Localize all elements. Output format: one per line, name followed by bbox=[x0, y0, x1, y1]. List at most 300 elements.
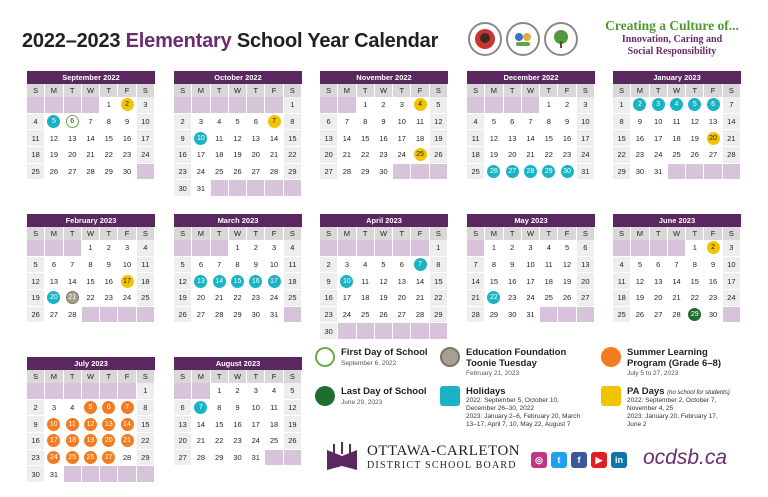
day-cell: 16 bbox=[27, 433, 45, 450]
day-grid bbox=[320, 240, 448, 340]
day-cell: 11 bbox=[265, 400, 283, 417]
day-cell: 18 bbox=[357, 290, 375, 307]
empty-cell bbox=[82, 307, 100, 324]
day-cell bbox=[118, 400, 136, 417]
day-cell: 1 bbox=[357, 97, 375, 114]
day-cell: 28 bbox=[411, 307, 429, 324]
legend-last-day-title: Last Day of School bbox=[341, 386, 427, 397]
weekday-header bbox=[467, 84, 595, 97]
day-cell: 6 bbox=[577, 240, 595, 257]
pa-line: 2023: January 20, February 17, bbox=[627, 413, 718, 420]
empty-cell bbox=[467, 240, 485, 257]
weekday-label: F bbox=[411, 227, 429, 240]
empty-cell bbox=[338, 240, 356, 257]
weekday-label: T bbox=[247, 370, 265, 383]
day-cell: 19 bbox=[558, 273, 576, 290]
day-cell: 22 bbox=[82, 290, 100, 307]
month-header: April 2023 bbox=[320, 214, 448, 227]
day-cell: 12 bbox=[229, 130, 247, 147]
day-cell: 8 bbox=[430, 257, 448, 274]
day-cell: 15 bbox=[613, 130, 631, 147]
weekday-label: S bbox=[137, 227, 155, 240]
day-cell: 17 bbox=[577, 130, 595, 147]
tagline-line1: Creating a Culture of... bbox=[605, 18, 739, 33]
social-links bbox=[531, 452, 627, 468]
tagline-line2: Innovation, Caring and bbox=[621, 34, 723, 45]
day-cell: 9 bbox=[247, 257, 265, 274]
weekday-label: W bbox=[522, 227, 540, 240]
day-cell: 26 bbox=[284, 433, 302, 450]
weekday-label: F bbox=[411, 84, 429, 97]
page-title bbox=[22, 30, 438, 53]
day-cell: 27 bbox=[393, 307, 411, 324]
day-marker: 3 bbox=[652, 98, 665, 111]
day-marker: 4 bbox=[670, 98, 683, 111]
day-cell bbox=[45, 450, 63, 467]
day-grid bbox=[174, 240, 302, 323]
day-cell bbox=[64, 290, 82, 307]
empty-cell bbox=[430, 323, 448, 340]
empty-cell bbox=[45, 383, 63, 400]
day-cell: 31 bbox=[45, 466, 63, 483]
month-calendar bbox=[27, 357, 155, 483]
day-cell: 2 bbox=[27, 400, 45, 417]
empty-cell bbox=[229, 180, 247, 197]
day-cell: 19 bbox=[229, 147, 247, 164]
month-header: January 2023 bbox=[613, 71, 741, 84]
day-cell: 26 bbox=[174, 307, 192, 324]
day-cell: 12 bbox=[284, 400, 302, 417]
day-cell: 28 bbox=[118, 450, 136, 467]
day-cell: 23 bbox=[704, 290, 722, 307]
empty-cell bbox=[686, 164, 704, 181]
month-calendar bbox=[174, 71, 302, 197]
day-cell: 31 bbox=[650, 164, 668, 181]
day-cell: 2 bbox=[229, 383, 247, 400]
empty-cell bbox=[723, 307, 741, 324]
holidays-line: 2023: January 2–6, February 20, March bbox=[466, 413, 581, 420]
day-marker: 26 bbox=[487, 165, 500, 178]
day-cell: 4 bbox=[265, 383, 283, 400]
day-cell: 9 bbox=[704, 257, 722, 274]
empty-cell bbox=[467, 97, 485, 114]
day-marker: 4 bbox=[414, 98, 427, 111]
empty-cell bbox=[357, 240, 375, 257]
weekday-label: T bbox=[211, 370, 229, 383]
day-marker: 14 bbox=[121, 418, 134, 431]
day-cell: 7 bbox=[338, 114, 356, 131]
book-icon bbox=[325, 442, 359, 472]
day-cell: 1 bbox=[540, 97, 558, 114]
day-cell bbox=[265, 273, 283, 290]
day-cell: 15 bbox=[485, 273, 503, 290]
empty-cell bbox=[27, 240, 45, 257]
day-marker: 7 bbox=[268, 115, 281, 128]
day-cell: 2 bbox=[320, 257, 338, 274]
weekday-label: W bbox=[668, 227, 686, 240]
legend-last-day-date: June 29, 2023 bbox=[341, 399, 383, 406]
day-cell: 22 bbox=[686, 290, 704, 307]
weekday-label: W bbox=[668, 84, 686, 97]
day-cell: 8 bbox=[229, 257, 247, 274]
legend-edu bbox=[440, 347, 590, 387]
empty-cell bbox=[64, 240, 82, 257]
weekday-label: T bbox=[357, 84, 375, 97]
day-cell: 28 bbox=[82, 164, 100, 181]
day-grid bbox=[27, 383, 155, 483]
day-marker: 27 bbox=[102, 451, 115, 464]
day-cell: 25 bbox=[613, 307, 631, 324]
day-marker: 29 bbox=[542, 165, 555, 178]
day-cell: 19 bbox=[284, 416, 302, 433]
weekday-label: T bbox=[64, 227, 82, 240]
facebook-icon[interactable]: f bbox=[571, 452, 587, 468]
day-cell: 7 bbox=[522, 114, 540, 131]
day-cell: 31 bbox=[192, 180, 210, 197]
weekday-label: S bbox=[430, 227, 448, 240]
day-cell: 14 bbox=[467, 273, 485, 290]
day-cell: 16 bbox=[229, 416, 247, 433]
day-cell: 23 bbox=[558, 147, 576, 164]
day-cell: 12 bbox=[430, 114, 448, 131]
weekday-label: F bbox=[558, 84, 576, 97]
weekday-label: S bbox=[137, 370, 155, 383]
day-cell bbox=[504, 164, 522, 181]
empty-cell bbox=[284, 307, 302, 324]
day-cell: 31 bbox=[265, 307, 283, 324]
weekday-label: S bbox=[174, 370, 192, 383]
day-cell: 25 bbox=[137, 290, 155, 307]
weekday-label: T bbox=[650, 227, 668, 240]
day-cell bbox=[118, 416, 136, 433]
board-name-line1: OTTAWA-CARLETON bbox=[367, 443, 521, 459]
holidays-line: 13–17, April 7, 10, May 22, August 7 bbox=[466, 421, 571, 428]
day-cell: 3 bbox=[577, 97, 595, 114]
weekday-label: M bbox=[192, 227, 210, 240]
day-cell: 21 bbox=[723, 130, 741, 147]
empty-cell bbox=[64, 97, 82, 114]
day-cell: 12 bbox=[558, 257, 576, 274]
day-cell: 14 bbox=[192, 416, 210, 433]
legend-first-day-date: September 6, 2022 bbox=[341, 360, 397, 367]
day-cell: 26 bbox=[558, 290, 576, 307]
day-cell: 1 bbox=[82, 240, 100, 257]
day-cell: 21 bbox=[82, 147, 100, 164]
day-cell: 10 bbox=[522, 257, 540, 274]
day-cell: 9 bbox=[504, 257, 522, 274]
youtube-icon[interactable]: ▶ bbox=[591, 452, 607, 468]
empty-cell bbox=[174, 383, 192, 400]
day-cell: 18 bbox=[265, 416, 283, 433]
month-calendar bbox=[613, 71, 741, 180]
day-cell: 15 bbox=[430, 273, 448, 290]
day-marker: 15 bbox=[231, 275, 244, 288]
day-cell: 25 bbox=[265, 433, 283, 450]
weekday-label: M bbox=[631, 227, 649, 240]
day-cell: 28 bbox=[467, 307, 485, 324]
day-cell: 6 bbox=[393, 257, 411, 274]
weekday-label: S bbox=[27, 84, 45, 97]
day-cell: 28 bbox=[338, 164, 356, 181]
empty-cell bbox=[613, 240, 631, 257]
weekday-label: S bbox=[137, 84, 155, 97]
day-cell: 11 bbox=[211, 130, 229, 147]
empty-cell bbox=[411, 323, 429, 340]
weekday-label: S bbox=[320, 227, 338, 240]
weekday-label: M bbox=[192, 84, 210, 97]
day-cell bbox=[82, 416, 100, 433]
weekday-label: F bbox=[558, 227, 576, 240]
day-cell: 14 bbox=[82, 130, 100, 147]
day-cell: 20 bbox=[393, 290, 411, 307]
empty-cell bbox=[265, 97, 283, 114]
day-cell: 26 bbox=[45, 164, 63, 181]
empty-cell bbox=[284, 450, 302, 467]
weekday-label: S bbox=[613, 84, 631, 97]
day-cell: 25 bbox=[211, 164, 229, 181]
weekday-label: M bbox=[192, 370, 210, 383]
day-cell: 23 bbox=[27, 450, 45, 467]
day-cell: 3 bbox=[522, 240, 540, 257]
day-cell bbox=[45, 290, 63, 307]
empty-cell bbox=[668, 240, 686, 257]
weekday-label: T bbox=[686, 84, 704, 97]
day-cell: 21 bbox=[411, 290, 429, 307]
weekday-label: W bbox=[82, 227, 100, 240]
day-cell: 10 bbox=[650, 114, 668, 131]
day-marker: 5 bbox=[84, 401, 97, 414]
weekday-label: S bbox=[174, 227, 192, 240]
day-cell: 11 bbox=[137, 257, 155, 274]
day-cell bbox=[247, 273, 265, 290]
day-cell: 7 bbox=[668, 257, 686, 274]
day-cell: 24 bbox=[338, 307, 356, 324]
day-cell: 18 bbox=[137, 273, 155, 290]
day-cell: 16 bbox=[631, 130, 649, 147]
day-cell: 22 bbox=[137, 433, 155, 450]
day-cell: 1 bbox=[613, 97, 631, 114]
weekday-label: S bbox=[320, 84, 338, 97]
day-cell bbox=[64, 433, 82, 450]
weekday-label: W bbox=[82, 84, 100, 97]
day-cell bbox=[192, 400, 210, 417]
weekday-header bbox=[174, 84, 302, 97]
day-cell: 5 bbox=[631, 257, 649, 274]
day-cell: 24 bbox=[723, 290, 741, 307]
weekday-label: M bbox=[45, 370, 63, 383]
day-marker: 13 bbox=[102, 418, 115, 431]
day-cell: 7 bbox=[467, 257, 485, 274]
day-cell: 28 bbox=[265, 164, 283, 181]
weekday-label: S bbox=[613, 227, 631, 240]
day-cell: 14 bbox=[668, 273, 686, 290]
day-cell: 10 bbox=[393, 114, 411, 131]
holiday-square-icon bbox=[440, 386, 460, 406]
instagram-icon[interactable]: ◎ bbox=[531, 452, 547, 468]
month-calendar bbox=[613, 214, 741, 323]
day-cell bbox=[411, 97, 429, 114]
day-cell bbox=[485, 290, 503, 307]
day-cell: 25 bbox=[284, 290, 302, 307]
weekday-label: S bbox=[27, 227, 45, 240]
day-cell: 18 bbox=[467, 147, 485, 164]
empty-cell bbox=[320, 240, 338, 257]
day-cell: 14 bbox=[411, 273, 429, 290]
month-calendar bbox=[320, 71, 448, 180]
day-cell: 15 bbox=[82, 273, 100, 290]
day-cell: 30 bbox=[229, 450, 247, 467]
holidays-line: December 26–30, 2022 bbox=[466, 405, 534, 412]
empty-cell bbox=[504, 97, 522, 114]
day-cell: 12 bbox=[485, 130, 503, 147]
day-cell: 10 bbox=[247, 400, 265, 417]
pa-square-icon bbox=[601, 386, 621, 406]
day-cell bbox=[100, 433, 118, 450]
day-cell: 30 bbox=[174, 180, 192, 197]
month-header: July 2023 bbox=[27, 357, 155, 370]
day-cell: 9 bbox=[229, 400, 247, 417]
month-header: September 2022 bbox=[27, 71, 155, 84]
day-cell: 13 bbox=[45, 273, 63, 290]
day-cell bbox=[64, 416, 82, 433]
day-cell: 2 bbox=[100, 240, 118, 257]
weekday-header bbox=[174, 370, 302, 383]
day-cell: 17 bbox=[650, 130, 668, 147]
weekday-label: M bbox=[338, 227, 356, 240]
day-cell: 21 bbox=[192, 433, 210, 450]
twitter-icon[interactable]: t bbox=[551, 452, 567, 468]
day-grid bbox=[320, 97, 448, 180]
day-cell: 30 bbox=[631, 164, 649, 181]
weekday-label: W bbox=[375, 227, 393, 240]
weekday-label: W bbox=[522, 84, 540, 97]
day-cell: 1 bbox=[284, 97, 302, 114]
legend-edu-title2: Toonie Tuesday bbox=[466, 358, 537, 369]
weekday-label: T bbox=[247, 84, 265, 97]
day-cell: 4 bbox=[27, 114, 45, 131]
day-cell: 12 bbox=[686, 114, 704, 131]
board-logo bbox=[325, 442, 520, 472]
day-cell: 23 bbox=[118, 147, 136, 164]
equity-logo-icon bbox=[506, 22, 540, 56]
weekday-label: M bbox=[45, 227, 63, 240]
day-cell: 8 bbox=[540, 114, 558, 131]
day-cell: 4 bbox=[540, 240, 558, 257]
month-header: February 2023 bbox=[27, 214, 155, 227]
day-cell: 19 bbox=[174, 290, 192, 307]
weekday-label: F bbox=[704, 227, 722, 240]
weekday-label: T bbox=[540, 84, 558, 97]
day-cell: 3 bbox=[45, 400, 63, 417]
empty-cell bbox=[118, 466, 136, 483]
legend-holidays bbox=[440, 386, 600, 436]
last-day-circle-icon bbox=[315, 386, 335, 406]
day-cell: 12 bbox=[27, 273, 45, 290]
weekday-label: T bbox=[393, 227, 411, 240]
month-calendar bbox=[320, 214, 448, 340]
day-cell: 1 bbox=[211, 383, 229, 400]
day-cell bbox=[82, 450, 100, 467]
day-cell: 21 bbox=[265, 147, 283, 164]
day-marker: 5 bbox=[47, 115, 60, 128]
weekday-label: S bbox=[27, 370, 45, 383]
empty-cell bbox=[82, 97, 100, 114]
day-cell: 29 bbox=[100, 164, 118, 181]
day-cell: 11 bbox=[27, 130, 45, 147]
day-cell: 30 bbox=[504, 307, 522, 324]
day-cell: 5 bbox=[375, 257, 393, 274]
day-cell: 25 bbox=[27, 164, 45, 181]
empty-cell bbox=[357, 323, 375, 340]
day-cell: 22 bbox=[284, 147, 302, 164]
board-name-line2: DISTRICT SCHOOL BOARD bbox=[367, 460, 517, 471]
day-cell: 31 bbox=[577, 164, 595, 181]
day-cell: 18 bbox=[540, 273, 558, 290]
empty-cell bbox=[211, 180, 229, 197]
legend-summer-title2: Program (Grade 6–8) bbox=[627, 358, 721, 369]
day-grid bbox=[613, 240, 741, 323]
empty-cell bbox=[393, 240, 411, 257]
website-link[interactable]: ocdsb.ca bbox=[643, 446, 728, 469]
day-cell bbox=[704, 130, 722, 147]
day-cell: 30 bbox=[375, 164, 393, 181]
day-cell: 20 bbox=[64, 147, 82, 164]
day-marker: 20 bbox=[47, 291, 60, 304]
day-cell: 21 bbox=[522, 147, 540, 164]
day-marker: 6 bbox=[707, 98, 720, 111]
day-cell: 9 bbox=[100, 257, 118, 274]
weekday-label: S bbox=[430, 84, 448, 97]
weekday-header bbox=[613, 84, 741, 97]
day-cell: 17 bbox=[393, 130, 411, 147]
day-cell: 26 bbox=[27, 307, 45, 324]
day-cell: 30 bbox=[704, 307, 722, 324]
day-cell bbox=[82, 433, 100, 450]
day-cell: 23 bbox=[174, 164, 192, 181]
weekday-label: S bbox=[467, 227, 485, 240]
linkedin-icon[interactable]: in bbox=[611, 452, 627, 468]
empty-cell bbox=[338, 97, 356, 114]
tree-logo-icon bbox=[544, 22, 578, 56]
day-cell: 11 bbox=[411, 114, 429, 131]
day-cell: 20 bbox=[247, 147, 265, 164]
day-cell: 22 bbox=[100, 147, 118, 164]
day-cell: 31 bbox=[247, 450, 265, 467]
day-cell: 22 bbox=[357, 147, 375, 164]
day-marker: 2 bbox=[121, 98, 134, 111]
toonie-coin-icon bbox=[440, 347, 460, 367]
day-cell: 1 bbox=[485, 240, 503, 257]
day-marker: 6 bbox=[102, 401, 115, 414]
day-cell: 1 bbox=[430, 240, 448, 257]
day-cell: 14 bbox=[265, 130, 283, 147]
day-cell: 27 bbox=[650, 307, 668, 324]
pa-line: November 4, 25 bbox=[627, 405, 674, 412]
day-cell: 24 bbox=[522, 290, 540, 307]
day-cell: 17 bbox=[522, 273, 540, 290]
weekday-header bbox=[320, 84, 448, 97]
day-cell bbox=[45, 416, 63, 433]
day-cell: 26 bbox=[631, 307, 649, 324]
day-cell: 16 bbox=[118, 130, 136, 147]
day-marker: 19 bbox=[84, 434, 97, 447]
weekday-label: F bbox=[118, 84, 136, 97]
day-cell: 7 bbox=[723, 97, 741, 114]
tagline-line3: Social Responsibility bbox=[627, 46, 717, 57]
month-header: June 2023 bbox=[613, 214, 741, 227]
month-header: May 2023 bbox=[467, 214, 595, 227]
day-marker: 10 bbox=[194, 132, 207, 145]
